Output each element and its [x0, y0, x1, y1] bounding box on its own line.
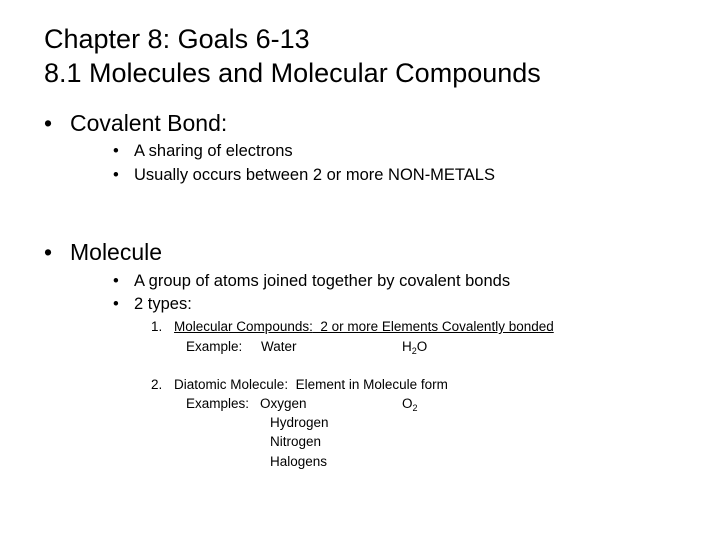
title-line-2: 8.1 Molecules and Molecular Compounds — [44, 58, 541, 88]
formula-symbol: H — [402, 339, 412, 354]
covalent-bond-item-2 — [113, 166, 495, 185]
formula-subscript: 2 — [412, 403, 418, 413]
formula-subscript: 2 — [411, 346, 417, 356]
covalent-bond-heading: Covalent Bond: — [70, 110, 228, 136]
type-description: Element in Molecule form — [288, 377, 448, 392]
bullet-marker: • — [113, 295, 119, 313]
oxygen-formula — [402, 396, 418, 411]
example-hydrogen: Hydrogen — [270, 415, 329, 430]
type-1-line — [151, 319, 554, 334]
type-description: 2 or more Elements Covalently bonded — [312, 319, 554, 334]
type-1-example-name: Water — [261, 339, 297, 354]
bullet-covalent-bond — [44, 110, 228, 137]
type-label: Molecular Compounds: — [174, 319, 313, 334]
type-2-line — [151, 377, 448, 392]
type-number: 2. — [151, 377, 163, 392]
type-2-example-label: Examples: — [186, 396, 250, 411]
example-halogens: Halogens — [270, 454, 328, 469]
bullet-marker: • — [113, 272, 119, 290]
covalent-bond-item-1 — [113, 142, 293, 161]
molecule-item-text: A group of atoms joined together by covalent bonds — [134, 272, 511, 290]
molecule-item-2 — [113, 295, 192, 314]
formula-symbol: O — [416, 339, 428, 354]
molecule-item-text: 2 types: — [134, 295, 192, 313]
bullet-marker: • — [44, 239, 53, 265]
example-nitrogen: Nitrogen — [270, 434, 322, 449]
bullet-marker: • — [113, 142, 119, 160]
water-formula — [402, 339, 427, 354]
bullet-marker: • — [113, 166, 119, 184]
formula-symbol: O — [402, 396, 413, 411]
example-oxygen: Oxygen — [260, 396, 307, 411]
bullet-marker: • — [44, 110, 53, 136]
molecule-item-1 — [113, 272, 511, 291]
covalent-bond-item-text: Usually occurs between 2 or more NON-METALS — [134, 166, 495, 184]
type-label: Diatomic Molecule: — [174, 377, 289, 392]
slide-title — [44, 22, 541, 90]
type-1-example-label: Example: — [186, 339, 243, 354]
molecule-heading: Molecule — [70, 239, 163, 265]
covalent-bond-item-text: A sharing of electrons — [134, 142, 293, 160]
title-line-1: Chapter 8: Goals 6-13 — [44, 24, 310, 54]
type-number: 1. — [151, 319, 163, 334]
bullet-molecule — [44, 239, 163, 266]
